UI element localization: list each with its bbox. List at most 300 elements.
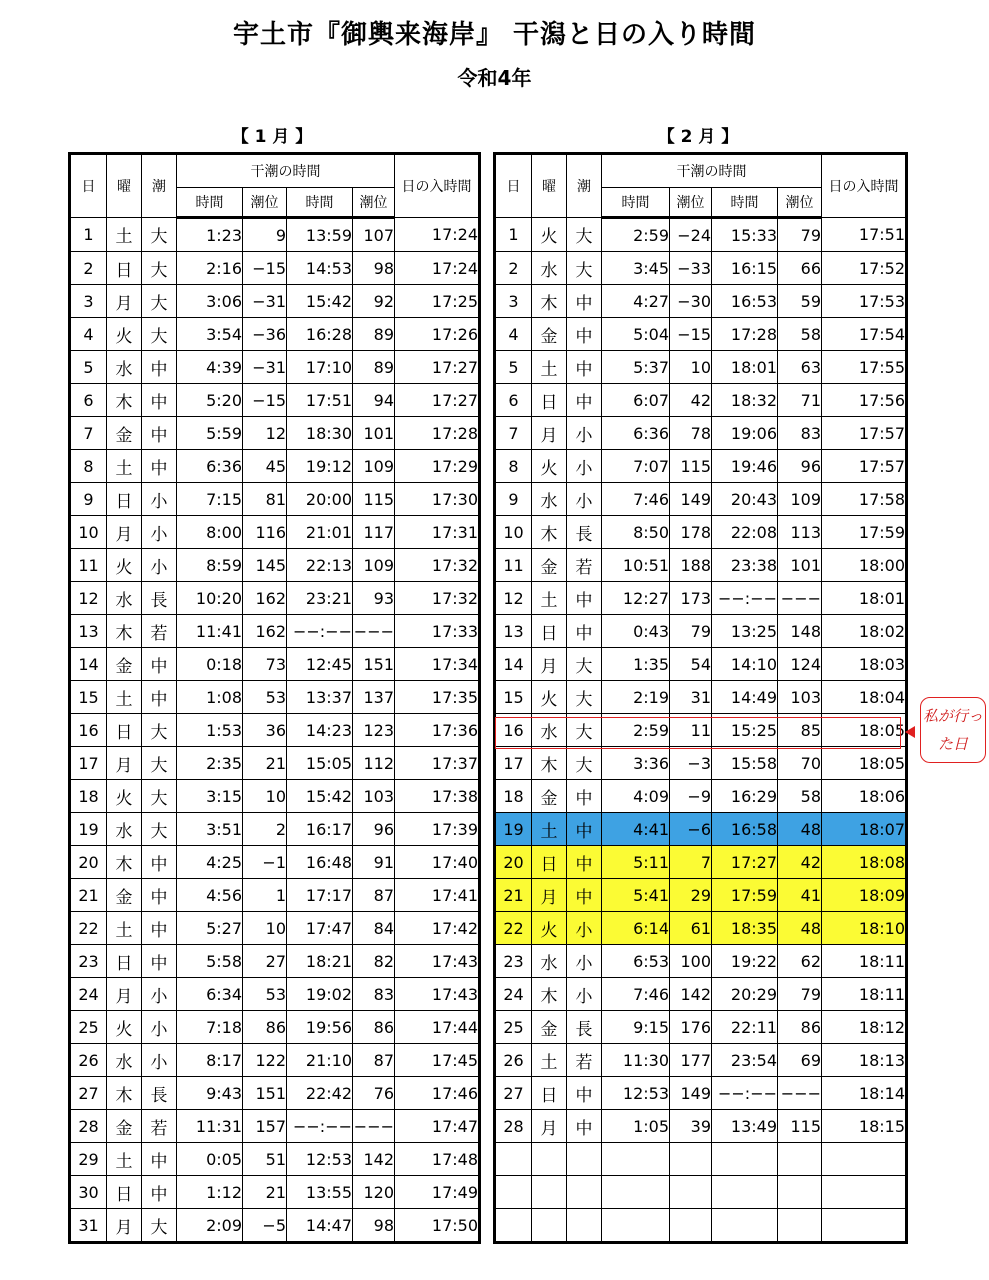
cell-tide: 中 <box>142 351 177 384</box>
cell-sunset: 17:55 <box>822 351 907 384</box>
cell-sunset: 17:46 <box>395 1077 480 1110</box>
cell-level1: 45 <box>243 450 287 483</box>
cell-tide: 中 <box>567 1110 602 1143</box>
table-row <box>70 1176 480 1209</box>
table-row <box>70 549 480 582</box>
cell-day: 31 <box>70 1209 107 1243</box>
cell-time2: −−:−− <box>287 615 353 648</box>
cell-dow: 木 <box>532 516 567 549</box>
cell-level1: 53 <box>243 978 287 1011</box>
cell-tide: 中 <box>567 615 602 648</box>
cell-time1: 5:59 <box>177 417 243 450</box>
cell-day: 11 <box>495 549 532 582</box>
table-row <box>495 912 907 945</box>
cell-sunset: 17:43 <box>395 945 480 978</box>
cell-time2: 19:06 <box>712 417 778 450</box>
cell-day: 4 <box>495 318 532 351</box>
cell-level1: 79 <box>670 615 712 648</box>
cell-time1: 9:43 <box>177 1077 243 1110</box>
cell-dow: 火 <box>107 318 142 351</box>
tide-table-february <box>493 152 908 1244</box>
cell-tide: 中 <box>142 681 177 714</box>
cell-time2: −−:−− <box>712 1077 778 1110</box>
cell-day: 10 <box>495 516 532 549</box>
cell-day: 5 <box>70 351 107 384</box>
cell-day: 12 <box>70 582 107 615</box>
table-row <box>70 252 480 285</box>
cell-dow: 土 <box>532 813 567 846</box>
cell-sunset: 17:43 <box>395 978 480 1011</box>
cell-time2: 15:42 <box>287 285 353 318</box>
cell-time1: 4:09 <box>602 780 670 813</box>
cell-day: 5 <box>495 351 532 384</box>
cell-level2: 98 <box>353 252 395 285</box>
cell-day: 15 <box>70 681 107 714</box>
cell-level2: 124 <box>778 648 822 681</box>
cell-tide: 中 <box>567 846 602 879</box>
cell-time2: 13:59 <box>287 218 353 252</box>
cell-level1: 39 <box>670 1110 712 1143</box>
cell-tide: 小 <box>142 516 177 549</box>
cell-level1 <box>670 1176 712 1209</box>
table-row <box>495 582 907 615</box>
cell-level2: 59 <box>778 285 822 318</box>
cell-level1: −1 <box>243 846 287 879</box>
cell-level1: 122 <box>243 1044 287 1077</box>
page-title: 宇土市『御輿来海岸』 干潟と日の入り時間 <box>232 20 757 50</box>
tide-table-january <box>68 152 481 1244</box>
cell-dow: 火 <box>532 218 567 252</box>
cell-time1: 3:45 <box>602 252 670 285</box>
cell-day: 20 <box>495 846 532 879</box>
cell-tide: 中 <box>142 879 177 912</box>
cell-time1: 4:39 <box>177 351 243 384</box>
cell-dow: 水 <box>107 1044 142 1077</box>
cell-level2: 109 <box>353 450 395 483</box>
header-time-1: 時間 <box>602 188 670 218</box>
cell-level1: 81 <box>243 483 287 516</box>
table-row <box>70 1077 480 1110</box>
cell-sunset: 17:51 <box>822 218 907 252</box>
cell-time1: 8:50 <box>602 516 670 549</box>
cell-level2: 148 <box>778 615 822 648</box>
cell-day: 21 <box>495 879 532 912</box>
table-row <box>495 681 907 714</box>
cell-level2: 76 <box>353 1077 395 1110</box>
cell-dow: 月 <box>107 1209 142 1243</box>
cell-tide: 長 <box>567 516 602 549</box>
cell-level2 <box>778 1209 822 1243</box>
table-row <box>70 285 480 318</box>
cell-tide: 中 <box>142 450 177 483</box>
cell-dow: 金 <box>532 1011 567 1044</box>
cell-time2: 15:58 <box>712 747 778 780</box>
cell-day: 13 <box>495 615 532 648</box>
cell-time1: 8:00 <box>177 516 243 549</box>
cell-level1: 54 <box>670 648 712 681</box>
cell-sunset: 18:11 <box>822 978 907 1011</box>
header-tide: 潮 <box>142 154 177 218</box>
cell-level1: 116 <box>243 516 287 549</box>
cell-dow: 月 <box>532 648 567 681</box>
cell-time2: 20:43 <box>712 483 778 516</box>
cell-dow: 金 <box>107 879 142 912</box>
cell-dow: 火 <box>107 780 142 813</box>
cell-day: 6 <box>495 384 532 417</box>
header-time-2: 時間 <box>712 188 778 218</box>
cell-time1: 4:27 <box>602 285 670 318</box>
table-row <box>70 681 480 714</box>
cell-level1: 61 <box>670 912 712 945</box>
cell-sunset: 18:07 <box>822 813 907 846</box>
cell-level1: −15 <box>243 384 287 417</box>
cell-time1: 7:07 <box>602 450 670 483</box>
cell-tide: 中 <box>567 780 602 813</box>
cell-time1 <box>602 1143 670 1176</box>
cell-level2: 113 <box>778 516 822 549</box>
cell-day: 9 <box>495 483 532 516</box>
table-row <box>495 384 907 417</box>
cell-time1: 0:43 <box>602 615 670 648</box>
cell-tide: 大 <box>142 1209 177 1243</box>
cell-level1: −5 <box>243 1209 287 1243</box>
arrow-left-icon <box>903 724 919 740</box>
cell-level1: 11 <box>670 714 712 747</box>
cell-tide: 小 <box>567 417 602 450</box>
cell-tide: 大 <box>142 218 177 252</box>
cell-time1: 7:18 <box>177 1011 243 1044</box>
cell-time1: 12:27 <box>602 582 670 615</box>
table-row <box>70 483 480 516</box>
header-sunset: 日の入時間 <box>822 154 907 218</box>
table-row <box>495 351 907 384</box>
table-row <box>495 945 907 978</box>
table-row <box>495 780 907 813</box>
cell-sunset: 18:09 <box>822 879 907 912</box>
cell-day: 3 <box>495 285 532 318</box>
cell-level2: 69 <box>778 1044 822 1077</box>
header-low-tide: 干潮の時間 <box>177 154 395 188</box>
cell-level2: −−− <box>778 582 822 615</box>
cell-tide: 中 <box>142 384 177 417</box>
cell-dow: 水 <box>532 945 567 978</box>
cell-tide: 小 <box>567 978 602 1011</box>
cell-dow: 土 <box>107 1143 142 1176</box>
table-row <box>495 516 907 549</box>
cell-level1: −3 <box>670 747 712 780</box>
cell-time2: 12:45 <box>287 648 353 681</box>
cell-level2 <box>778 1143 822 1176</box>
cell-sunset: 18:13 <box>822 1044 907 1077</box>
cell-dow: 日 <box>107 714 142 747</box>
cell-level2: 96 <box>778 450 822 483</box>
page-subtitle: 令和4年 <box>457 66 532 90</box>
cell-level1: 162 <box>243 615 287 648</box>
cell-level1: 149 <box>670 1077 712 1110</box>
table-row <box>495 1077 907 1110</box>
cell-level2: 58 <box>778 780 822 813</box>
cell-level1: 115 <box>670 450 712 483</box>
cell-tide: 中 <box>567 582 602 615</box>
cell-sunset: 17:42 <box>395 912 480 945</box>
table-body-january <box>70 218 480 1243</box>
cell-time1: 4:56 <box>177 879 243 912</box>
cell-level1: −36 <box>243 318 287 351</box>
cell-tide: 中 <box>142 912 177 945</box>
table-row <box>495 648 907 681</box>
cell-level1: 188 <box>670 549 712 582</box>
cell-sunset: 17:28 <box>395 417 480 450</box>
cell-day <box>495 1209 532 1243</box>
header-level-1: 潮位 <box>243 188 287 218</box>
cell-sunset: 17:37 <box>395 747 480 780</box>
table-body-february <box>495 218 907 1243</box>
cell-day: 9 <box>70 483 107 516</box>
cell-time1: 0:18 <box>177 648 243 681</box>
cell-sunset: 17:59 <box>822 516 907 549</box>
cell-dow <box>532 1143 567 1176</box>
cell-time2: 18:01 <box>712 351 778 384</box>
cell-time2: 16:58 <box>712 813 778 846</box>
cell-time1: 3:06 <box>177 285 243 318</box>
cell-time1: 5:58 <box>177 945 243 978</box>
cell-tide: 中 <box>142 945 177 978</box>
cell-tide: 長 <box>567 1011 602 1044</box>
table-row <box>70 1143 480 1176</box>
cell-dow: 日 <box>107 1176 142 1209</box>
cell-level2: 86 <box>353 1011 395 1044</box>
cell-sunset: 18:12 <box>822 1011 907 1044</box>
cell-time1: 1:08 <box>177 681 243 714</box>
cell-sunset: 17:24 <box>395 218 480 252</box>
cell-level1: 29 <box>670 879 712 912</box>
cell-level2: 115 <box>353 483 395 516</box>
cell-time1: 6:07 <box>602 384 670 417</box>
table-row <box>70 879 480 912</box>
cell-day: 7 <box>495 417 532 450</box>
cell-day: 6 <box>70 384 107 417</box>
table-row <box>70 648 480 681</box>
cell-dow: 火 <box>107 549 142 582</box>
cell-sunset: 18:06 <box>822 780 907 813</box>
cell-time1: 2:16 <box>177 252 243 285</box>
table-row <box>70 813 480 846</box>
table-row <box>495 747 907 780</box>
cell-level1: 27 <box>243 945 287 978</box>
cell-sunset: 17:50 <box>395 1209 480 1243</box>
cell-sunset: 17:31 <box>395 516 480 549</box>
cell-time2: 13:49 <box>712 1110 778 1143</box>
cell-level1: −31 <box>243 351 287 384</box>
cell-level2: −−− <box>353 615 395 648</box>
cell-level2: 123 <box>353 714 395 747</box>
cell-time1: 1:05 <box>602 1110 670 1143</box>
cell-time2: 17:59 <box>712 879 778 912</box>
cell-level2: 85 <box>778 714 822 747</box>
table-row <box>70 417 480 450</box>
cell-dow: 水 <box>107 582 142 615</box>
cell-dow: 日 <box>107 945 142 978</box>
cell-time1: 4:25 <box>177 846 243 879</box>
cell-level2: 63 <box>778 351 822 384</box>
cell-time2: 19:12 <box>287 450 353 483</box>
cell-tide: 若 <box>567 1044 602 1077</box>
cell-dow: 月 <box>532 879 567 912</box>
cell-tide: 若 <box>142 615 177 648</box>
cell-level2: −−− <box>353 1110 395 1143</box>
cell-tide: 小 <box>142 483 177 516</box>
cell-dow: 水 <box>107 813 142 846</box>
cell-time1: 5:20 <box>177 384 243 417</box>
cell-sunset: 18:00 <box>822 549 907 582</box>
cell-time2: 14:53 <box>287 252 353 285</box>
cell-time1: 8:59 <box>177 549 243 582</box>
cell-tide <box>567 1209 602 1243</box>
cell-level2: 151 <box>353 648 395 681</box>
cell-level2: 93 <box>353 582 395 615</box>
cell-sunset: 17:52 <box>822 252 907 285</box>
cell-time1: 8:17 <box>177 1044 243 1077</box>
cell-dow: 木 <box>107 615 142 648</box>
month-label-february: 【 2 月 】 <box>657 127 739 147</box>
table-row <box>495 879 907 912</box>
cell-day: 27 <box>495 1077 532 1110</box>
cell-level2: 48 <box>778 813 822 846</box>
cell-level2: 89 <box>353 351 395 384</box>
cell-level1: 51 <box>243 1143 287 1176</box>
cell-tide: 中 <box>567 1077 602 1110</box>
header-low-tide: 干潮の時間 <box>602 154 822 188</box>
cell-level1: 145 <box>243 549 287 582</box>
cell-dow: 木 <box>107 384 142 417</box>
cell-time2: 14:23 <box>287 714 353 747</box>
cell-time1: 1:12 <box>177 1176 243 1209</box>
cell-tide: 小 <box>142 1044 177 1077</box>
cell-time1: 5:11 <box>602 846 670 879</box>
cell-time1: 9:15 <box>602 1011 670 1044</box>
cell-day: 27 <box>70 1077 107 1110</box>
table-row <box>495 1209 907 1243</box>
cell-tide: 大 <box>567 218 602 252</box>
cell-level2: 79 <box>778 978 822 1011</box>
cell-level2: 103 <box>778 681 822 714</box>
cell-tide: 小 <box>142 549 177 582</box>
cell-tide: 大 <box>142 252 177 285</box>
cell-level1 <box>670 1209 712 1243</box>
cell-level1: −24 <box>670 218 712 252</box>
header-dow: 曜 <box>532 154 567 218</box>
cell-time1: 10:20 <box>177 582 243 615</box>
cell-sunset: 17:32 <box>395 582 480 615</box>
cell-level2: 58 <box>778 318 822 351</box>
cell-day: 22 <box>70 912 107 945</box>
cell-dow: 月 <box>532 1110 567 1143</box>
table-row <box>70 1044 480 1077</box>
table-row <box>495 1011 907 1044</box>
cell-tide: 小 <box>142 978 177 1011</box>
cell-level1: 31 <box>670 681 712 714</box>
header-dow: 曜 <box>107 154 142 218</box>
cell-sunset: 17:40 <box>395 846 480 879</box>
cell-dow: 火 <box>532 912 567 945</box>
cell-level1: −30 <box>670 285 712 318</box>
cell-day: 10 <box>70 516 107 549</box>
cell-day: 13 <box>70 615 107 648</box>
cell-level1: 78 <box>670 417 712 450</box>
cell-level2: −−− <box>778 1077 822 1110</box>
cell-time2: 16:29 <box>712 780 778 813</box>
cell-time1: 5:37 <box>602 351 670 384</box>
cell-day: 2 <box>70 252 107 285</box>
cell-level1: 176 <box>670 1011 712 1044</box>
cell-level1: −9 <box>670 780 712 813</box>
cell-time1: 2:19 <box>602 681 670 714</box>
cell-time1: 6:36 <box>177 450 243 483</box>
cell-sunset: 17:39 <box>395 813 480 846</box>
cell-time2: 13:37 <box>287 681 353 714</box>
table-row <box>70 1209 480 1243</box>
cell-day: 28 <box>70 1110 107 1143</box>
cell-level1: 21 <box>243 1176 287 1209</box>
cell-level2: 79 <box>778 218 822 252</box>
cell-tide: 大 <box>567 747 602 780</box>
cell-time1: 2:35 <box>177 747 243 780</box>
cell-time2: 17:51 <box>287 384 353 417</box>
table-row <box>70 1110 480 1143</box>
table-row <box>495 1143 907 1176</box>
cell-time2: 23:38 <box>712 549 778 582</box>
cell-dow: 木 <box>532 747 567 780</box>
cell-day: 28 <box>495 1110 532 1143</box>
cell-time2: 23:21 <box>287 582 353 615</box>
cell-day: 14 <box>495 648 532 681</box>
cell-level2: 103 <box>353 780 395 813</box>
cell-sunset: 17:27 <box>395 351 480 384</box>
cell-time2: 22:42 <box>287 1077 353 1110</box>
cell-level1: 86 <box>243 1011 287 1044</box>
cell-dow: 水 <box>107 351 142 384</box>
cell-tide <box>567 1143 602 1176</box>
cell-level1: 142 <box>670 978 712 1011</box>
cell-dow: 月 <box>532 417 567 450</box>
cell-tide: 大 <box>567 648 602 681</box>
cell-time2 <box>712 1209 778 1243</box>
cell-level1: −15 <box>670 318 712 351</box>
cell-level2: 142 <box>353 1143 395 1176</box>
table-row <box>70 978 480 1011</box>
cell-day: 26 <box>70 1044 107 1077</box>
cell-time1: 6:34 <box>177 978 243 1011</box>
header-tide: 潮 <box>567 154 602 218</box>
cell-time2: 18:30 <box>287 417 353 450</box>
cell-tide: 大 <box>567 681 602 714</box>
cell-sunset: 17:56 <box>822 384 907 417</box>
table-row <box>495 252 907 285</box>
cell-dow: 木 <box>532 978 567 1011</box>
cell-time2: 15:42 <box>287 780 353 813</box>
cell-level1: 173 <box>670 582 712 615</box>
cell-level2: 120 <box>353 1176 395 1209</box>
cell-level2: 48 <box>778 912 822 945</box>
cell-level2: 107 <box>353 218 395 252</box>
cell-level1: 7 <box>670 846 712 879</box>
cell-level1: −15 <box>243 252 287 285</box>
cell-time2: 22:11 <box>712 1011 778 1044</box>
cell-day: 29 <box>70 1143 107 1176</box>
cell-time2: 14:47 <box>287 1209 353 1243</box>
cell-tide: 若 <box>142 1110 177 1143</box>
header-level-2: 潮位 <box>353 188 395 218</box>
